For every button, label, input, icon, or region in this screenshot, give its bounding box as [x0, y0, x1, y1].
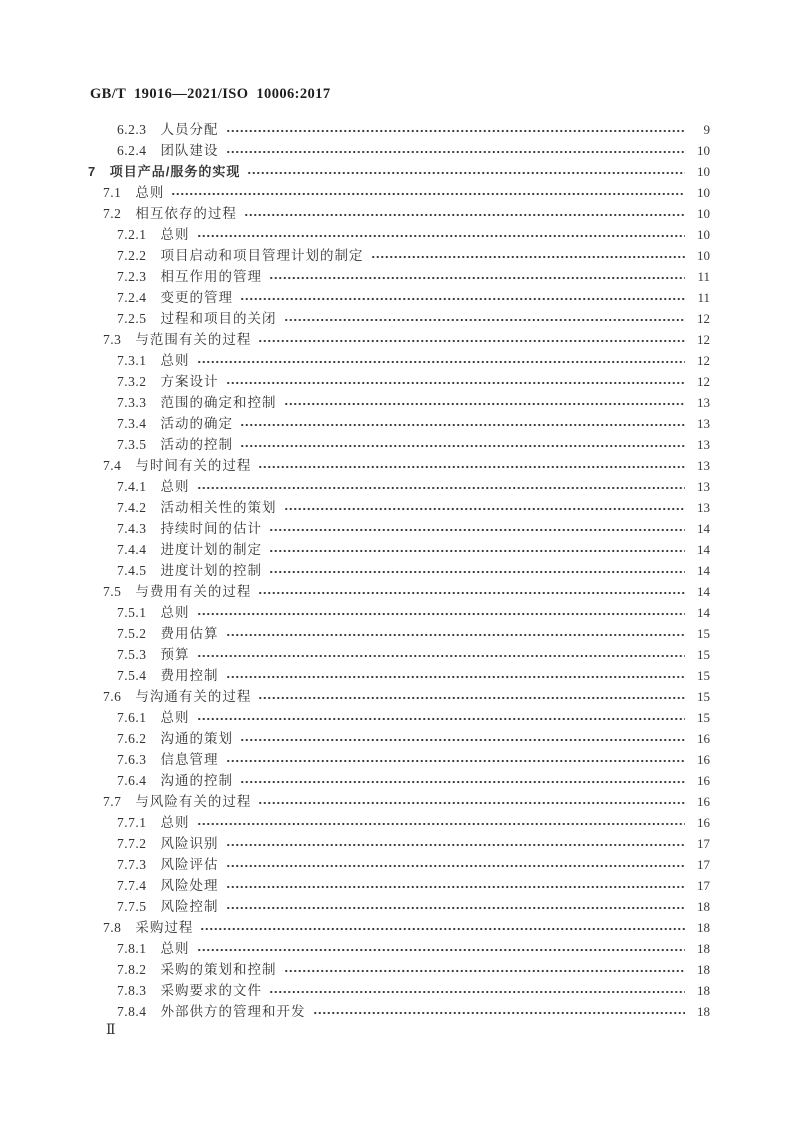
toc-entry-title: 活动的确定: [160, 416, 233, 431]
dot-leader: [226, 864, 686, 868]
toc-entry-page: 16: [697, 815, 710, 830]
toc-entry-page: 15: [697, 668, 710, 683]
toc-entry-title: 沟通的控制: [160, 773, 233, 788]
toc-entry-number: 7.3.3: [117, 395, 147, 410]
toc-entry-page: 18: [697, 962, 710, 977]
toc-entry-page: 18: [697, 920, 710, 935]
toc-entry[interactable]: [88, 224, 710, 245]
dot-leader: [269, 570, 685, 574]
toc-entry-title: 总则: [135, 185, 165, 200]
toc-entry-title: 人员分配: [160, 122, 219, 137]
dot-leader: [240, 738, 685, 742]
toc-entry[interactable]: [88, 959, 710, 980]
toc-entry-title: 过程和项目的关闭: [160, 311, 277, 326]
toc-entry-title: 持续时间的估计: [160, 521, 262, 536]
toc-entry-number: 7.2.2: [117, 248, 147, 263]
toc-entry-page: 15: [697, 647, 710, 662]
toc-entry[interactable]: [88, 623, 710, 644]
toc-entry-page: 10: [697, 143, 710, 158]
folio-page-number: Ⅱ: [106, 1023, 116, 1038]
toc-entry-page: 10: [697, 206, 710, 221]
toc-entry-page: 12: [697, 332, 710, 347]
dot-leader: [244, 213, 685, 217]
toc-entry-title: 风险评估: [160, 857, 219, 872]
dot-leader: [226, 633, 686, 637]
toc-entry-title: 风险控制: [160, 899, 219, 914]
toc-entry-page: 10: [697, 227, 710, 242]
toc-entry-number: 7.4.2: [117, 500, 147, 515]
toc-entry[interactable]: [88, 476, 710, 497]
toc-entry-page: 10: [697, 185, 710, 200]
toc-entry[interactable]: [88, 329, 710, 350]
toc-entry-number: 7.3.4: [117, 416, 147, 431]
dot-leader: [200, 927, 685, 931]
toc-entry[interactable]: [88, 371, 710, 392]
toc-entry-title: 采购的策划和控制: [160, 962, 277, 977]
toc-entry-title: 相互依存的过程: [135, 206, 237, 221]
dot-leader: [269, 528, 685, 532]
dot-leader: [258, 696, 685, 700]
toc-entry-page: 12: [697, 353, 710, 368]
toc-entry-title: 团队建设: [160, 143, 219, 158]
dot-leader: [197, 360, 686, 364]
toc-entry-number: 7.8: [103, 920, 122, 935]
toc-entry-page: 18: [697, 941, 710, 956]
toc-entry-number: 7.5.4: [117, 668, 147, 683]
toc-entry-page: 13: [697, 479, 710, 494]
toc-entry-title: 预算: [160, 647, 190, 662]
toc-entry-number: 7.5.2: [117, 626, 147, 641]
toc-entry-title: 与范围有关的过程: [135, 332, 252, 347]
toc-entry-page: 10: [697, 164, 710, 179]
toc-entry-page: 14: [697, 605, 710, 620]
toc-entry-number: 7.8.2: [117, 962, 147, 977]
toc-entry-number: 7.5: [103, 584, 122, 599]
toc-entry-title: 总则: [160, 605, 190, 620]
toc-entry-number: 7.2: [103, 206, 122, 221]
toc-entry-page: 13: [697, 437, 710, 452]
toc-entry-number: 7.7.2: [117, 836, 147, 851]
toc-entry-title: 费用控制: [160, 668, 219, 683]
toc-entry-page: 11: [697, 290, 710, 305]
toc-entry[interactable]: [88, 749, 710, 770]
toc-entry-number: 7.6.4: [117, 773, 147, 788]
toc-entry[interactable]: [88, 770, 710, 791]
toc-entry-number: 7.2.5: [117, 311, 147, 326]
toc-entry-number: 7.4: [103, 458, 122, 473]
dot-leader: [258, 591, 685, 595]
toc-entry-title: 与风险有关的过程: [135, 794, 252, 809]
toc-entry-page: 18: [697, 983, 710, 998]
toc-entry-number: 7.4.4: [117, 542, 147, 557]
toc-entry-title: 总则: [160, 710, 190, 725]
toc-entry-page: 14: [697, 584, 710, 599]
toc-entry[interactable]: [88, 245, 710, 266]
toc-entry-number: 7.5.1: [117, 605, 147, 620]
toc-entry[interactable]: [88, 707, 710, 728]
toc-entry[interactable]: [88, 392, 710, 413]
toc-entry[interactable]: [88, 728, 710, 749]
toc-entry-title: 与时间有关的过程: [135, 458, 252, 473]
dot-leader: [197, 654, 686, 658]
toc-entry-page: 13: [697, 395, 710, 410]
toc-entry-number: 7.6.3: [117, 752, 147, 767]
dot-leader: [247, 171, 685, 175]
toc-entry-title: 活动的控制: [160, 437, 233, 452]
toc-entry[interactable]: [88, 581, 710, 602]
dot-leader: [284, 507, 686, 511]
toc-entry-page: 14: [697, 542, 710, 557]
toc-entry[interactable]: [88, 812, 710, 833]
toc-entry[interactable]: [88, 833, 710, 854]
toc-entry-title: 相互作用的管理: [160, 269, 262, 284]
toc-entry-page: 15: [697, 710, 710, 725]
dot-leader: [226, 843, 686, 847]
toc-entry-page: 12: [697, 311, 710, 326]
standard-code-header: GB/T 19016—2021/ISO 10006:2017: [90, 86, 331, 102]
toc-entry-number: 7.8.3: [117, 983, 147, 998]
toc-entry[interactable]: [88, 308, 710, 329]
toc-entry-number: 7.3: [103, 332, 122, 347]
dot-leader: [269, 276, 685, 280]
toc-entry-page: 11: [697, 269, 710, 284]
toc-entry-page: 10: [697, 248, 710, 263]
toc-entry-number: 7.7.1: [117, 815, 147, 830]
toc-entry[interactable]: [88, 560, 710, 581]
toc-entry-title: 沟通的策划: [160, 731, 233, 746]
toc-entry-page: 16: [697, 794, 710, 809]
dot-leader: [258, 339, 685, 343]
toc-entry-number: 6.2.4: [117, 143, 147, 158]
toc-entry-number: 7.3.2: [117, 374, 147, 389]
toc-entry-title: 总则: [160, 815, 190, 830]
toc-entry-number: 7.1: [103, 185, 122, 200]
toc-entry-title: 总则: [160, 941, 190, 956]
toc-entry[interactable]: [88, 854, 710, 875]
toc-entry-title: 采购要求的文件: [160, 983, 262, 998]
toc-entry[interactable]: [88, 455, 710, 476]
toc-entry[interactable]: [88, 917, 710, 938]
toc-entry-number: 7.4.1: [117, 479, 147, 494]
toc-entry-number: 7.7: [103, 794, 122, 809]
toc-entry-page: 17: [697, 836, 710, 851]
toc-entry[interactable]: [88, 497, 710, 518]
dot-leader: [258, 801, 685, 805]
toc-entry-number: 7.2.1: [117, 227, 147, 242]
toc-entry-title: 总则: [160, 353, 190, 368]
dot-leader: [197, 717, 686, 721]
toc-entry-page: 18: [697, 1004, 710, 1019]
toc-entry[interactable]: [88, 1001, 710, 1022]
toc-entry-title: 变更的管理: [160, 290, 233, 305]
toc-entry-title: 范围的确定和控制: [160, 395, 277, 410]
toc-entry-page: 9: [703, 122, 710, 137]
toc-entry-number: 7.7.5: [117, 899, 147, 914]
dot-leader: [269, 990, 685, 994]
toc-entry-page: 15: [697, 689, 710, 704]
toc-entry[interactable]: [88, 665, 710, 686]
dot-leader: [226, 129, 686, 133]
toc-entry-page: 13: [697, 500, 710, 515]
toc-entry-number: 7.4.3: [117, 521, 147, 536]
toc-entry-title: 风险识别: [160, 836, 219, 851]
dot-leader: [226, 885, 686, 889]
dot-leader: [269, 549, 685, 553]
toc-entry-number: 7.2.3: [117, 269, 147, 284]
toc-entry-number: 7.7.4: [117, 878, 147, 893]
toc-entry-title: 外部供方的管理和开发: [160, 1004, 306, 1019]
toc-entry-page: 15: [697, 626, 710, 641]
dot-leader: [240, 780, 685, 784]
toc-entry-title: 方案设计: [160, 374, 219, 389]
toc-entry[interactable]: [88, 686, 710, 707]
dot-leader: [226, 150, 686, 154]
toc-entry[interactable]: [88, 182, 710, 203]
toc-entry-title: 活动相关性的策划: [160, 500, 277, 515]
dot-leader: [197, 612, 686, 616]
dot-leader: [258, 465, 685, 469]
toc-entry[interactable]: [88, 413, 710, 434]
toc-entry-number: 7.3.1: [117, 353, 147, 368]
toc-entry-page: 13: [697, 458, 710, 473]
toc-entry[interactable]: [88, 791, 710, 812]
toc-entry-title: 项目产品/服务的实现: [109, 164, 241, 179]
dot-leader: [226, 759, 686, 763]
dot-leader: [284, 969, 686, 973]
dot-leader: [197, 486, 686, 490]
dot-leader: [226, 675, 686, 679]
toc-entry-title: 与沟通有关的过程: [135, 689, 252, 704]
toc-entry-page: 18: [697, 899, 710, 914]
toc-entry-page: 17: [697, 878, 710, 893]
toc-entry-page: 12: [697, 374, 710, 389]
toc-entry[interactable]: [88, 539, 710, 560]
dot-leader: [226, 381, 686, 385]
toc-entry[interactable]: [88, 161, 710, 182]
dot-leader: [197, 948, 686, 952]
toc-entry-page: 17: [697, 857, 710, 872]
dot-leader: [284, 402, 686, 406]
toc-entry-number: 7.8.4: [117, 1004, 147, 1019]
toc-entry-title: 费用估算: [160, 626, 219, 641]
toc-entry-title: 进度计划的制定: [160, 542, 262, 557]
toc-entry-page: 14: [697, 563, 710, 578]
dot-leader: [197, 822, 686, 826]
toc-entry-number: 7.7.3: [117, 857, 147, 872]
dot-leader: [284, 318, 686, 322]
toc-entry[interactable]: [88, 518, 710, 539]
toc-entry-number: 7.4.5: [117, 563, 147, 578]
dot-leader: [226, 906, 686, 910]
toc-entry[interactable]: [88, 980, 710, 1001]
toc-entry-title: 进度计划的控制: [160, 563, 262, 578]
toc-entry-number: 7.6: [103, 689, 122, 704]
toc-entry-page: 16: [697, 752, 710, 767]
toc-entry-page: 16: [697, 731, 710, 746]
toc-entry-title: 总则: [160, 479, 190, 494]
dot-leader: [240, 297, 685, 301]
toc-entry-number: 7: [88, 164, 96, 179]
toc-entry[interactable]: [88, 938, 710, 959]
toc-entry-number: 6.2.3: [117, 122, 147, 137]
toc-entry-number: 7.5.3: [117, 647, 147, 662]
toc-entry[interactable]: [88, 644, 710, 665]
toc-entry-title: 总则: [160, 227, 190, 242]
toc-entry[interactable]: [88, 875, 710, 896]
toc-entry-title: 采购过程: [135, 920, 194, 935]
dot-leader: [197, 234, 686, 238]
toc-entry-page: 14: [697, 521, 710, 536]
toc-entry[interactable]: [88, 119, 710, 140]
dot-leader: [313, 1011, 686, 1015]
toc-entry-page: 13: [697, 416, 710, 431]
dot-leader: [371, 255, 686, 259]
toc-entry-title: 项目启动和项目管理计划的制定: [160, 248, 364, 263]
toc-entry-number: 7.6.2: [117, 731, 147, 746]
toc-entry-title: 信息管理: [160, 752, 219, 767]
dot-leader: [240, 423, 685, 427]
toc-entry[interactable]: [88, 266, 710, 287]
toc-entry-number: 7.3.5: [117, 437, 147, 452]
toc-entry[interactable]: [88, 350, 710, 371]
toc-entry-page: 16: [697, 773, 710, 788]
dot-leader: [171, 192, 685, 196]
dot-leader: [240, 444, 685, 448]
toc-entry-title: 与费用有关的过程: [135, 584, 252, 599]
toc-entry[interactable]: [88, 434, 710, 455]
toc-entry[interactable]: [88, 203, 710, 224]
toc-entry[interactable]: [88, 896, 710, 917]
table-of-contents: [88, 119, 710, 1022]
toc-entry-number: 7.2.4: [117, 290, 147, 305]
toc-entry[interactable]: [88, 287, 710, 308]
toc-entry[interactable]: [88, 602, 710, 623]
toc-entry-title: 风险处理: [160, 878, 219, 893]
toc-entry-number: 7.8.1: [117, 941, 147, 956]
toc-entry-number: 7.6.1: [117, 710, 147, 725]
toc-entry[interactable]: [88, 140, 710, 161]
